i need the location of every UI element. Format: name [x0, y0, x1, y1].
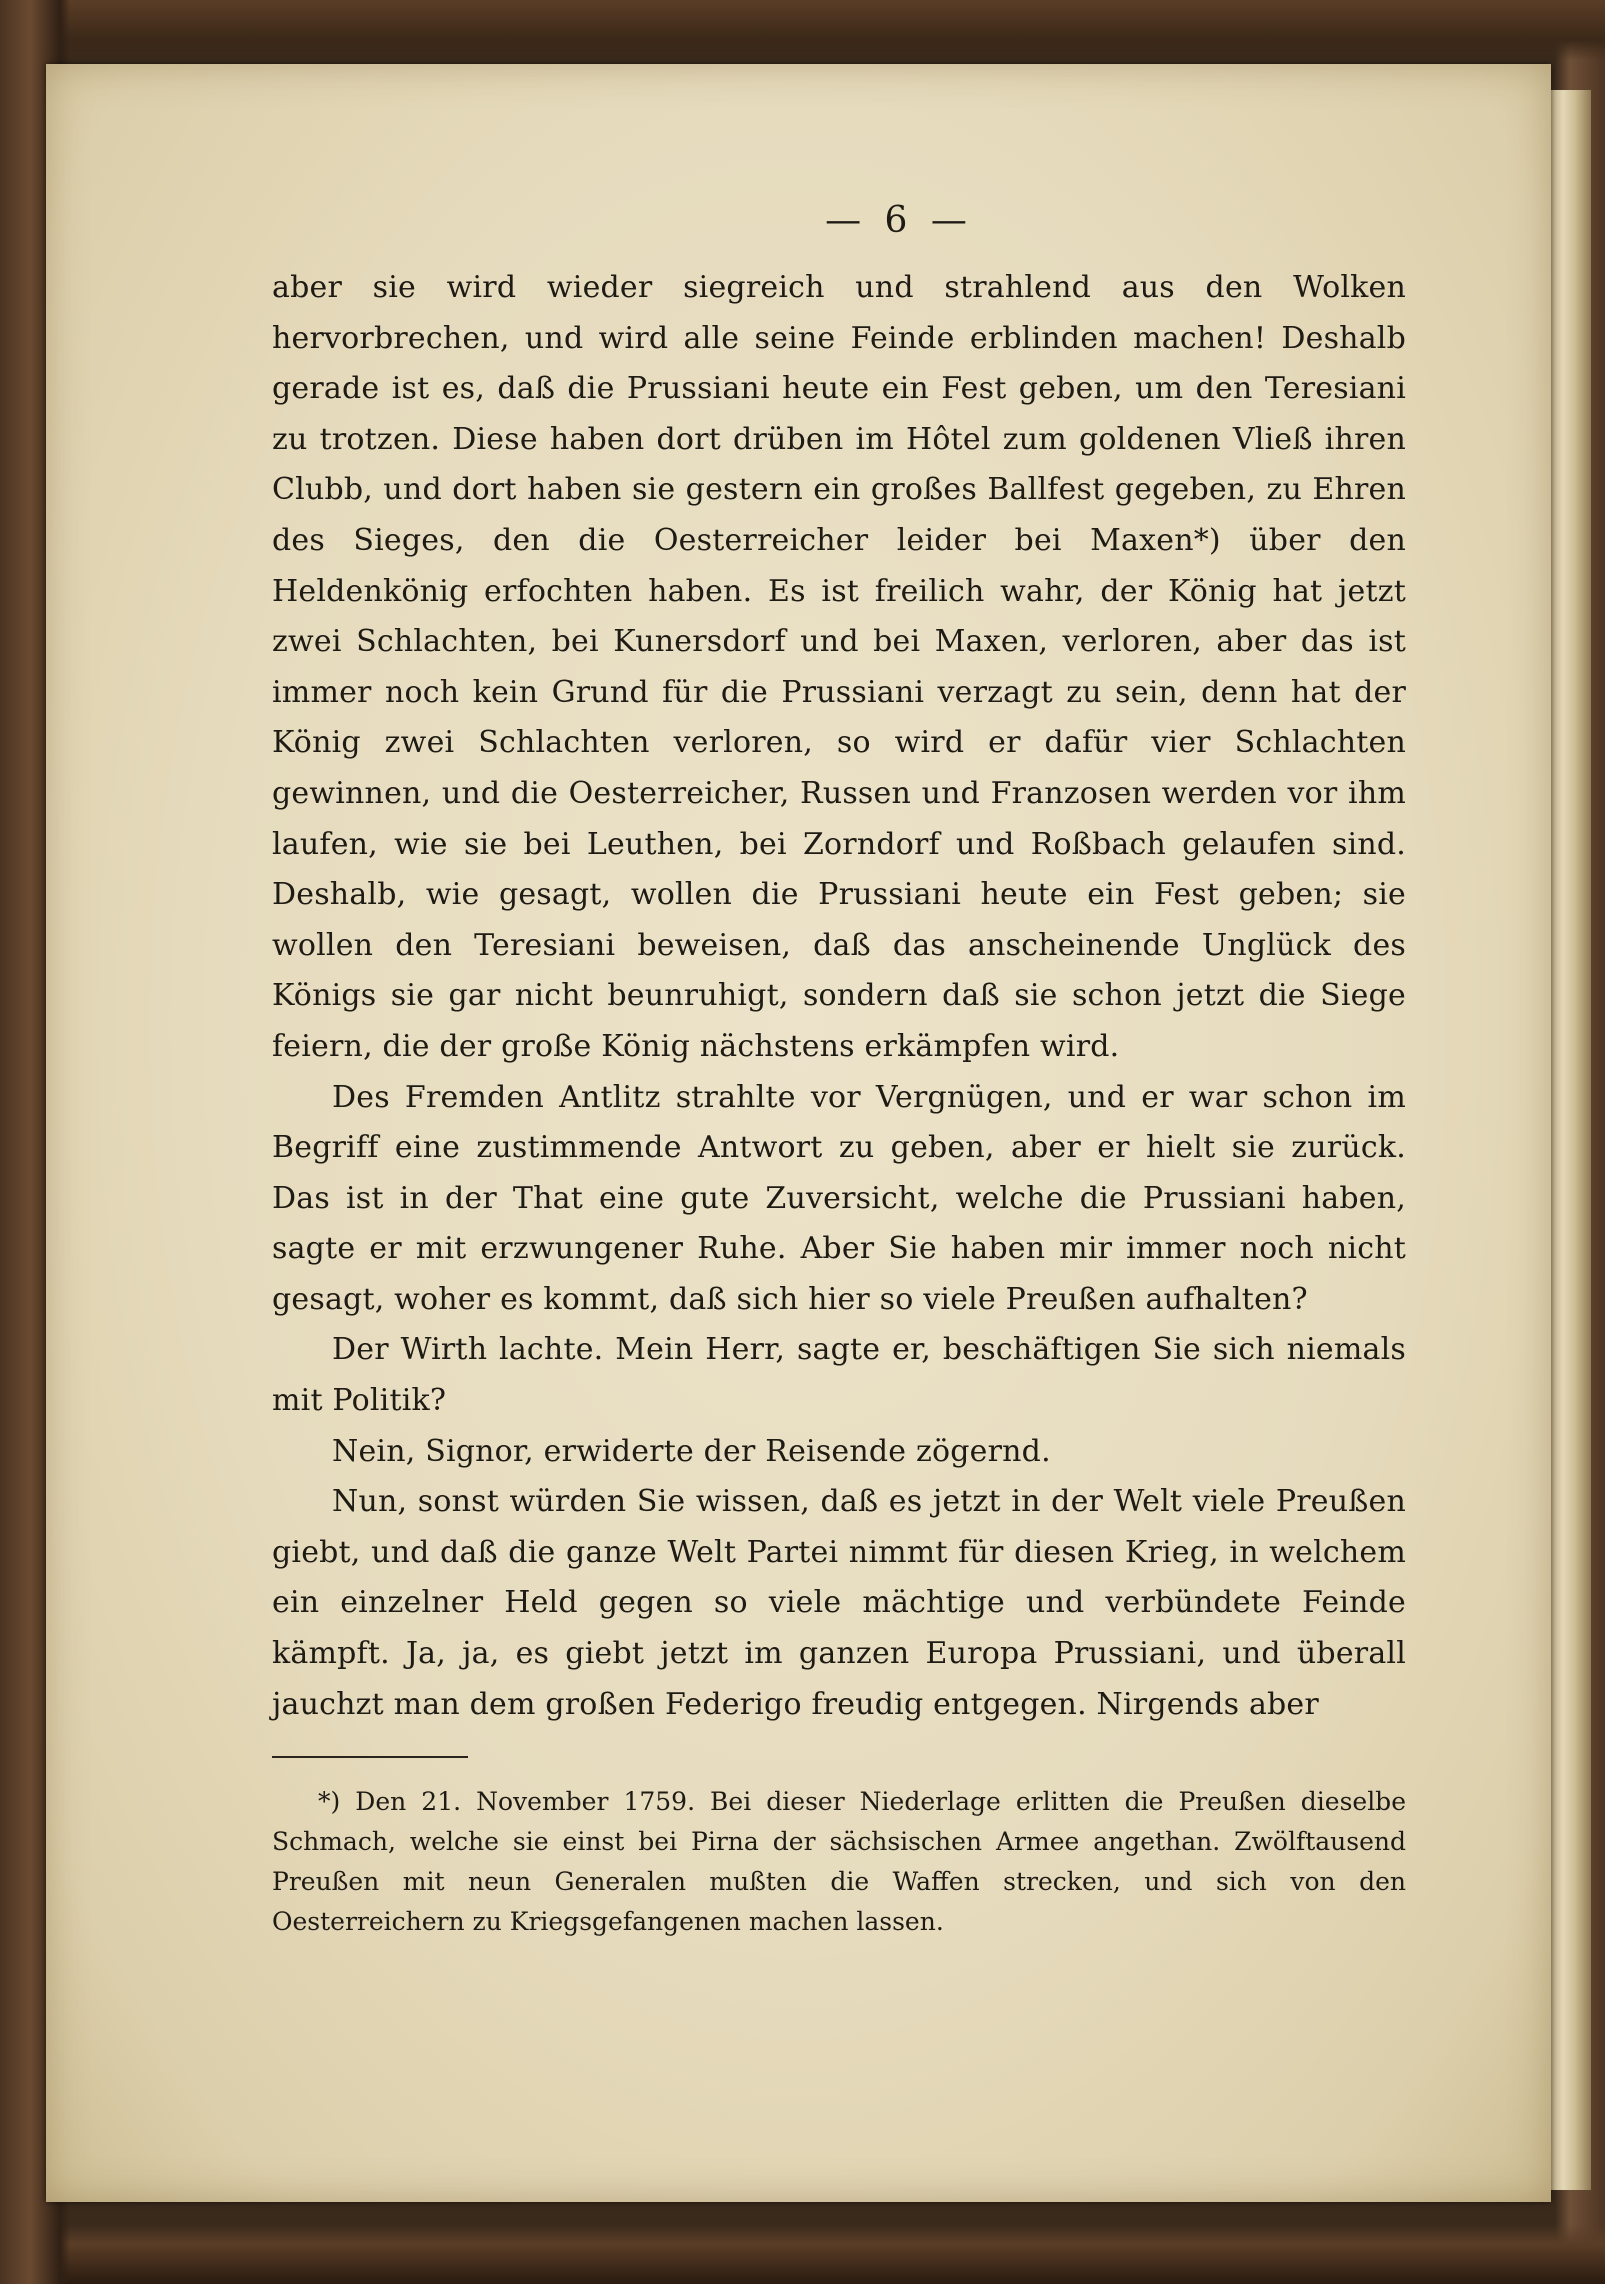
paragraph: aber sie wird wieder siegreich und strahlend aus den Wolken hervorbrechen, und wird alle seine Feinde erblinden machen! Deshalb gerade ist es, daß die Prussiani heute ein Fest geben, um den Teresiani zu trotzen. Diese haben dort drüben im Hôtel zum goldenen Vließ ihren Clubb, und dort haben sie gestern ein großes Ballfest gegeben, zu Ehren des Sieges, den die Oesterreicher leider bei Maxen*) über den Heldenkönig erfochten haben. Es ist freilich wahr, der König hat jetzt zwei Schlachten, bei Kunersdorf und bei Maxen, verloren, aber das ist immer noch kein Grund für die Prussiani verzagt zu sein, denn hat der König zwei Schlachten verloren, so wird er dafür vier Schlachten gewinnen, und die Oesterreicher, Russen und Franzosen werden vor ihm laufen, wie sie bei Leuthen, bei Zorndorf und Roßbach gelaufen sind. Deshalb, wie gesagt, wollen die Prussiani heute ein Fest geben; sie wollen den Teresiani beweisen, daß das anscheinende Unglück des Königs sie gar nicht beunruhigt, sondern daß sie schon jetzt die Siege feiern, die der große König nächstens erkämpfen wird. — [272, 270, 1406, 1064]
page-stack-edge — [1551, 90, 1591, 2190]
paragraph: Nein, Signor, erwiderte der Reisende zögernd. — [332, 1433, 1051, 1469]
paragraph: Nun, sonst würden Sie wissen, daß es jetzt in der Welt viele Preußen giebt, und daß die ganze Welt Partei nimmt für diesen Krieg, in welchem ein einzelner Held gegen so viele mächtige und verbündete Feinde kämpft. Ja, ja, es giebt jetzt im ganzen Europa Prussiani, und überall jauchzt man dem großen Federigo freudig entgegen. Nirgends aber — [272, 1484, 1406, 1722]
footnote — [272, 1782, 1406, 1942]
paragraph: Des Fremden Antlitz strahlte vor Vergnügen, und er war schon im Begriff eine zustimmende Antwort zu geben, aber er hielt sie zurück. Das ist in der That eine gute Zuversicht, welche die Prussiani haben, sagte er mit erzwungener Ruhe. Aber Sie haben mir immer noch nicht gesagt, woher es kommt, daß sich hier so viele Preußen aufhalten? — [272, 1079, 1406, 1317]
page-content — [272, 200, 1406, 1942]
footnote-divider — [272, 1756, 468, 1758]
footnote-text: *) Den 21. November 1759. Bei dieser Niederlage erlitten die Preußen dieselbe Schmach, welche sie einst bei Pirna der sächsischen Armee angethan. Zwölftausend Preußen mit neun Generalen mußten die Waffen strecken, und sich von den Oesterreichern zu Kriegsgefangenen machen lassen. — [272, 1787, 1406, 1937]
paragraph: Der Wirth lachte. Mein Herr, sagte er, beschäftigen Sie sich niemals mit Politik? — [272, 1332, 1406, 1419]
body-text — [272, 263, 1406, 1730]
page-number: — 6 — — [825, 200, 973, 241]
